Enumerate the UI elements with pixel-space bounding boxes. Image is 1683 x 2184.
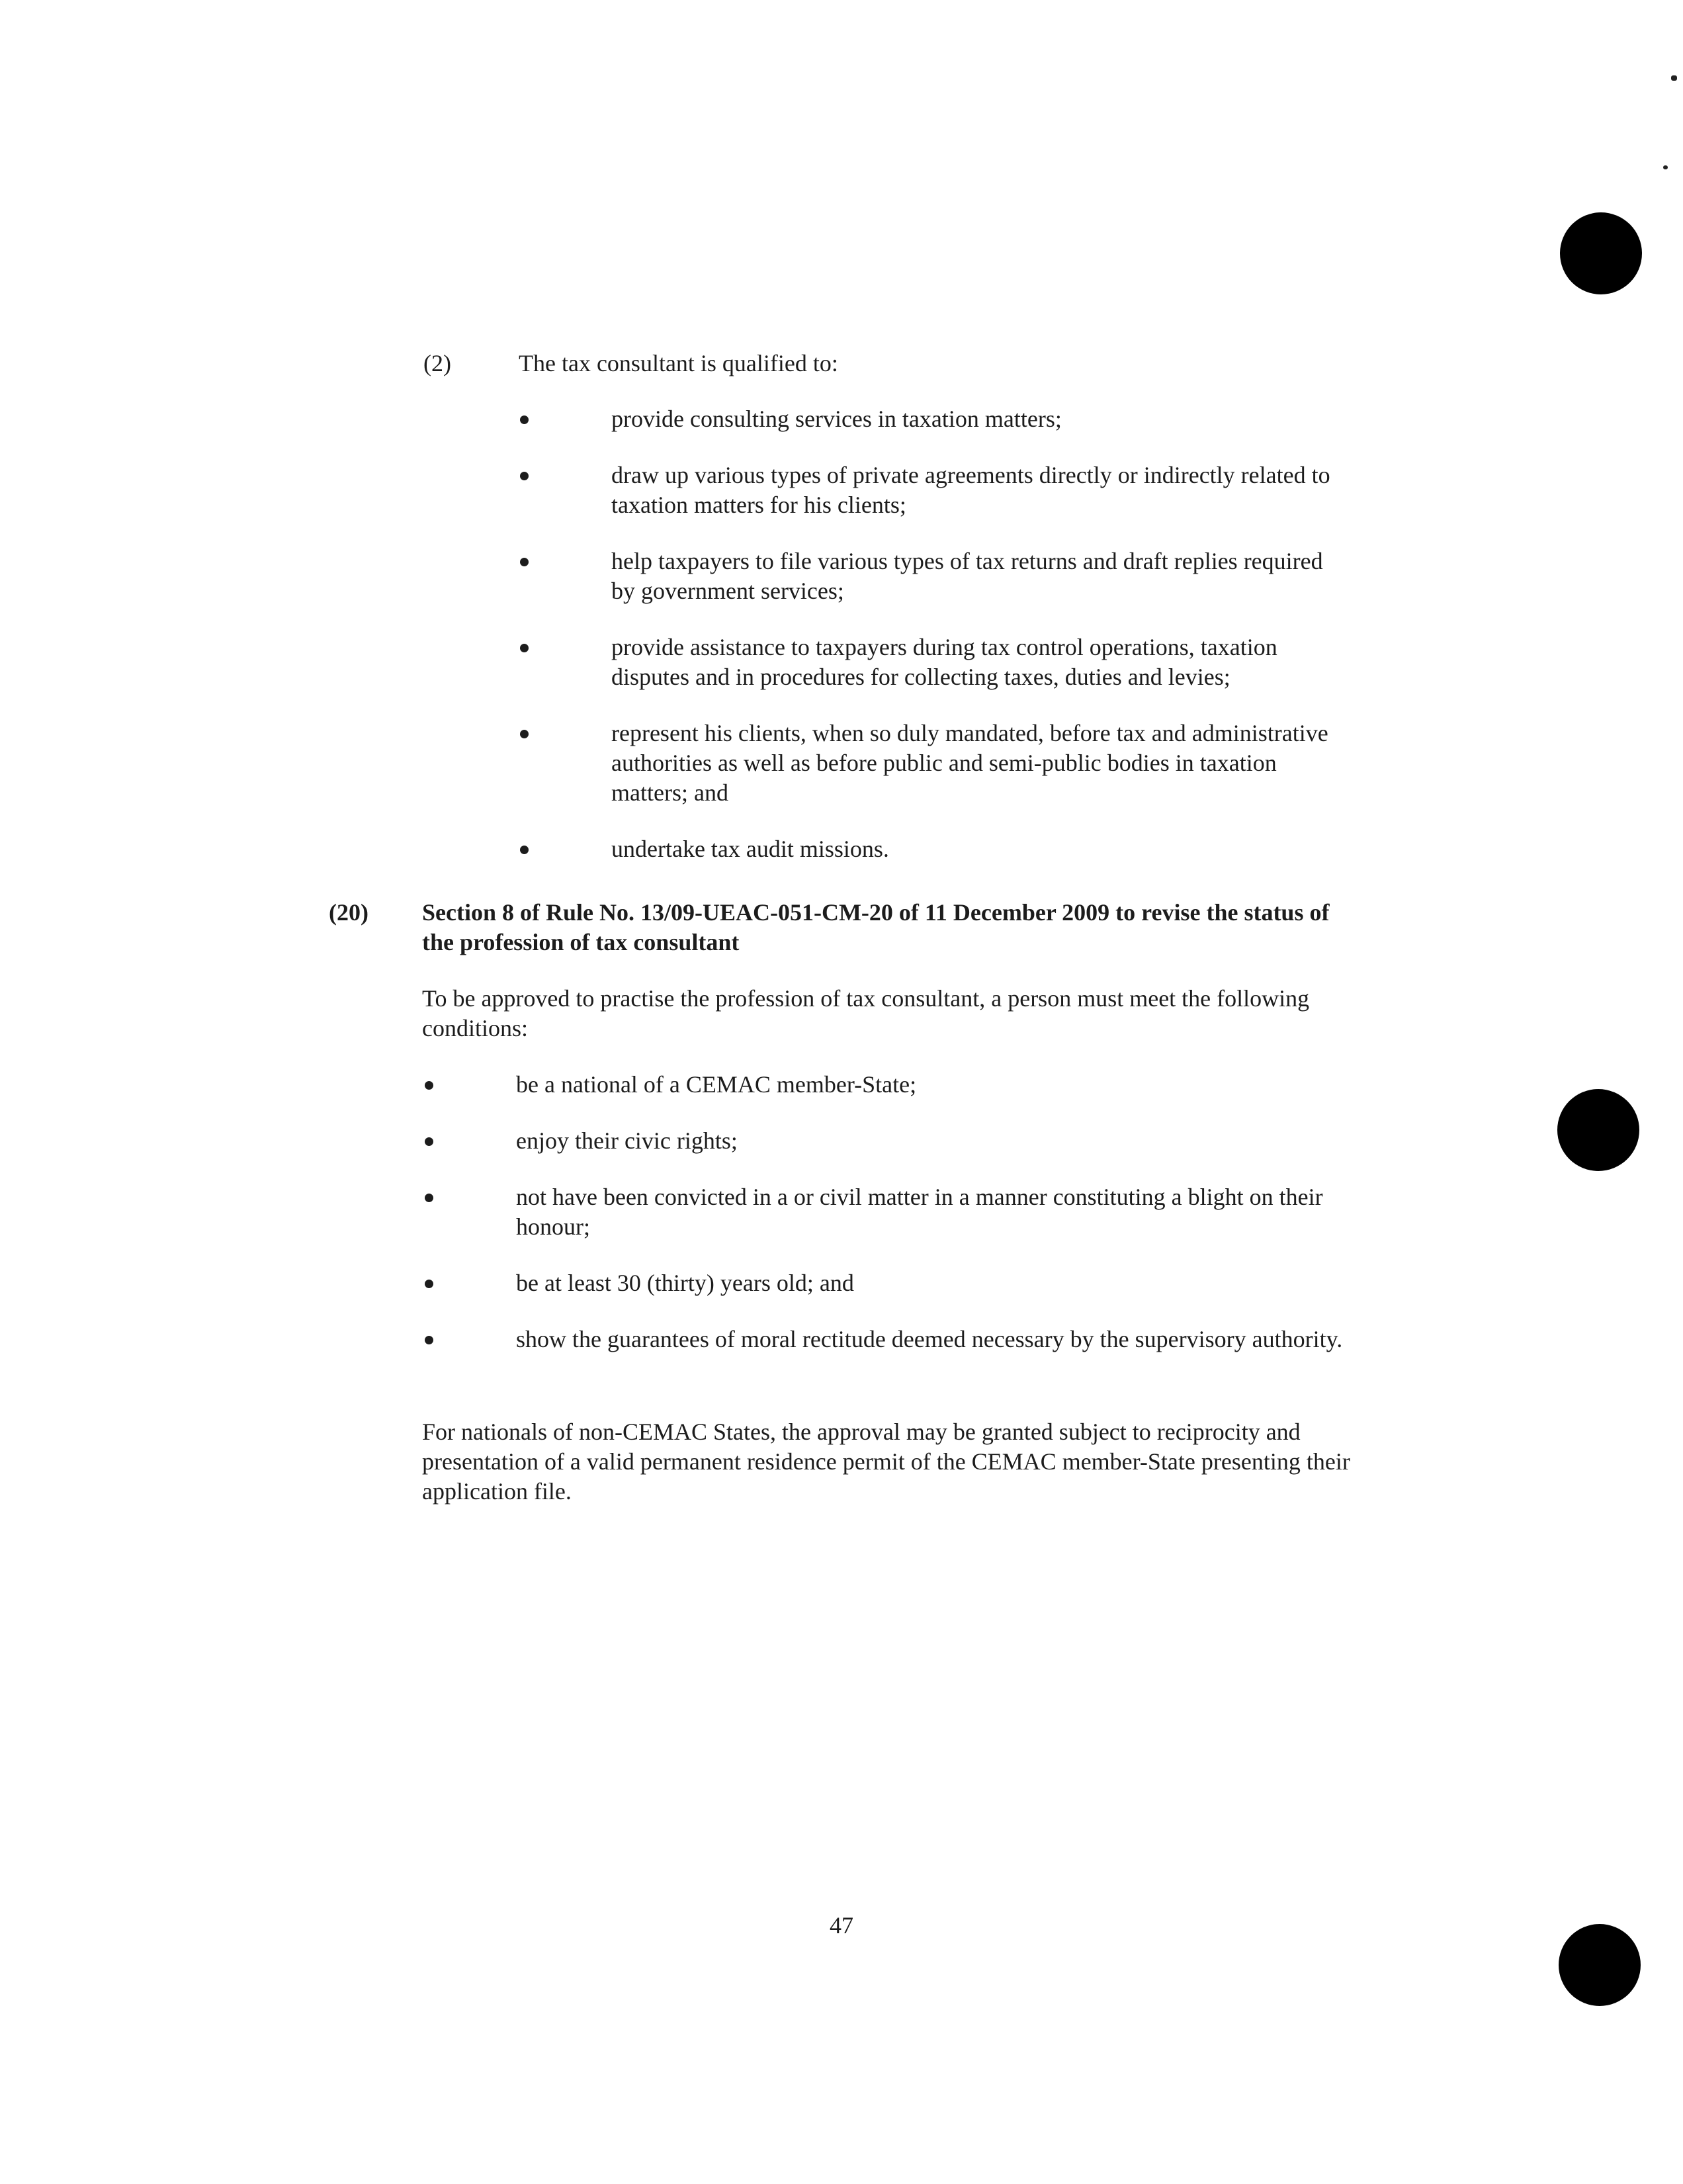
subsection-number: (2) xyxy=(423,350,451,376)
section-number: (20) xyxy=(329,899,368,926)
list-item: help taxpayers to file various types of tax returns and draft replies required by government services; xyxy=(611,546,1352,606)
scan-speck xyxy=(1663,165,1668,169)
list-item: undertake tax audit missions. xyxy=(611,834,1352,864)
list-item: not have been convicted in a or civil matter in a manner constituting a blight on their honour; xyxy=(516,1182,1363,1242)
subsection-intro: The tax consultant is qualified to: xyxy=(519,350,838,376)
list-item: show the guarantees of moral rectitude deemed necessary by the supervisory authority. xyxy=(516,1325,1363,1354)
list-item: be a national of a CEMAC member-State; xyxy=(516,1070,1363,1100)
list-item: draw up various types of private agreements directly or indirectly related to taxation matters for his clients; xyxy=(611,460,1352,520)
page-number: 47 xyxy=(830,1912,853,1939)
list-item: provide assistance to taxpayers during tax control operations, taxation disputes and in procedures for collecting taxes, duties and levies; xyxy=(611,633,1352,692)
closing-paragraph: For nationals of non-CEMAC States, the approval may be granted subject to reciprocity and presentation of a valid permanent residence permit of the CEMAC member-State presenting their application file. xyxy=(422,1419,1350,1505)
qualification-list xyxy=(611,404,1352,891)
list-item: enjoy their civic rights; xyxy=(516,1126,1363,1156)
punch-hole-top xyxy=(1560,212,1642,294)
section-title: Section 8 of Rule No. 13/09-UEAC-051-CM-20 of 11 December 2009 to revise the status of the profession of tax consultant xyxy=(422,899,1330,955)
list-item: be at least 30 (thirty) years old; and xyxy=(516,1268,1363,1298)
list-item: represent his clients, when so duly mandated, before tax and administrative authorities as well as before public and semi-public bodies in taxation matters; and xyxy=(611,719,1352,808)
scan-speck xyxy=(1671,75,1677,81)
section-intro: To be approved to practise the profession of tax consultant, a person must meet the following conditions: xyxy=(422,985,1310,1041)
conditions-list xyxy=(516,1070,1363,1381)
list-item: provide consulting services in taxation matters; xyxy=(611,404,1352,434)
punch-hole-middle xyxy=(1557,1089,1639,1171)
